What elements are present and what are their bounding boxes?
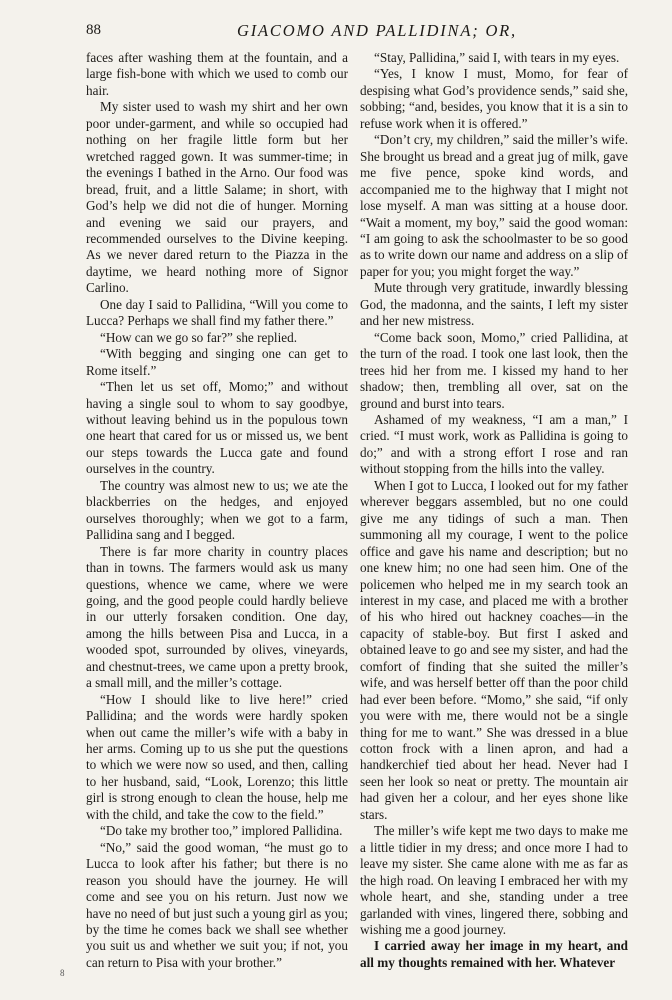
paragraph: “No,” said the good woman, “he must go to Lucca to look after his father; but there is no reason you should have the journey. He will come and see you on his return. Just now we have no need of but just such a young girl as you; by the time he comes back we shall see whether you suit us and whether we suit you; if not, you can return to Pisa with your brother.” — [86, 839, 348, 970]
right-column — [360, 50, 628, 971]
page-number: 88 — [86, 22, 101, 38]
paragraph: I carried away her image in my heart, and all my thoughts remained with her. Whatever — [360, 938, 628, 970]
paragraph: When I got to Lucca, I looked out for my father wherever beggars assembled, but no one could give me any tidings of such a man. Then summoning all my courage, I went to the police office and gave his name and description; but no one knew him; no one had seen him. One of the policemen who helped me in my search took an interest in my case, and placed me with a brother of his who hired out hackney coaches—in the capacity of stable-boy. But first I asked and obtained leave to go and see my sister, and had the comfort of finding that she suited the miller’s wife, and was herself better off than the poor child had ever been before. “Momo,” she said, “if only you were with me, there would not be a single thing for me to want.” She was dressed in a blue cotton frock with a linen apron, and had a handkerchief tied about her head. Never had I seen her look so neat or pretty. The mountain air had given her a colour, and her eyes shone like stars. — [360, 477, 628, 822]
paragraph: Mute through very gratitude, inwardly blessing God, the madonna, and the saints, I left my sister and her new mistress. — [360, 280, 628, 329]
paragraph: My sister used to wash my shirt and her own poor under-garment, and while so occupied had nothing on her fragile little form but her wretched ragged gown. It was summer-time; in the evenings I bathed in the Arno. Our food was bread, fruit, and a little Salame; in short, with God’s help we did not die of hunger. Morning and evening we said our prayers, and recommended ourselves to the Divine keeping. As we never dared return to the Piazza in the daytime, we heard nothing more of Signor Carlino. — [86, 99, 348, 296]
paragraph: The country was almost new to us; we ate the blackberries on the hedges, and enjoyed ourselves thoroughly; when we got to a farm, Pallidina sang and I begged. — [86, 477, 348, 543]
paragraph: There is far more charity in country places than in towns. The farmers would ask us many questions, whence we came, where we were going, and the good people could hardly believe in our utterly forsaken condition. One day, among the hills between Pisa and Lucca, in a wooded spot, surrounded by olives, vineyards, and chestnut-trees, we came upon a pretty brook, a small mill, and the miller’s cottage. — [86, 543, 348, 691]
paragraph: “How I should like to live here!” cried Pallidina; and the words were hardly spoken when out came the miller’s wife with a baby in her arms. Coming up to us she put the questions to which we were now so used, and then, calling to her husband, said, “Look, Lorenzo; this little girl is strong enough to clean the house, help me with the child, and take the cow to the field.” — [86, 691, 348, 822]
paragraph: “How can we go so far?” she replied. — [100, 329, 297, 345]
page-header — [86, 22, 638, 44]
margin-mark: 8 — [60, 968, 65, 978]
paragraph: “With begging and singing one can get to Rome itself.” — [86, 346, 348, 378]
paragraph: Ashamed of my weakness, “I am a man,” I cried. “I must work, work as Pallidina is going to do;” and with a strong effort I rose and ran without stopping from the hills into the valley. — [360, 411, 628, 477]
paragraph: “Come back soon, Momo,” cried Pallidina, at the turn of the road. I took one last look, then the trees hid her from me. I kissed my hand to her shadow; then, trembling all over, sat on the ground and burst into tears. — [360, 329, 628, 411]
left-column — [86, 50, 348, 971]
paragraph: faces after washing them at the fountain, and a large fish-bone with which we used to comb our hair. — [86, 50, 348, 98]
paragraph: “Don’t cry, my children,” said the miller’s wife. She brought us bread and a great jug of milk, gave me five pence, spoke kind words, and accompanied me to the highway that I might not lose myself. A man was sitting at a house door. “Wait a moment, my boy,” said the good woman: “I am going to ask the schoolmaster to be so good as to write down our name and address on a slip of paper for you; you might forget the way.” — [360, 132, 628, 279]
paragraph: “Yes, I know I must, Momo, for fear of despising what God’s providence sends,” said she, sobbing; “and, besides, you know that it is a sin to refuse work when it is offered.” — [360, 66, 628, 131]
paragraph: “Do take my brother too,” implored Pallidina. — [100, 823, 343, 839]
paragraph: One day I said to Pallidina, “Will you come to Lucca? Perhaps we shall find my father there.” — [86, 296, 348, 329]
paragraph: The miller’s wife kept me two days to make me a little tidier in my dress; and once more I had to leave my sister. She came alone with me as far as the high road. On leaving I embraced her with my whole heart, and she, standing under a tree garlanded with vines, lingered there, sobbing and wishing me a good journey. — [360, 823, 628, 938]
paragraph: “Stay, Pallidina,” said I, with tears in my eyes. — [374, 50, 620, 65]
running-title: GIACOMO AND PALLIDINA; OR, — [237, 21, 517, 40]
paragraph: “Then let us set off, Momo;” and without having a single soul to whom to say goodbye, without leaving behind us in the populous town one heart that cared for us or missed us, we bent our steps towards the Lucca gate and found ourselves in the country. — [86, 379, 348, 477]
